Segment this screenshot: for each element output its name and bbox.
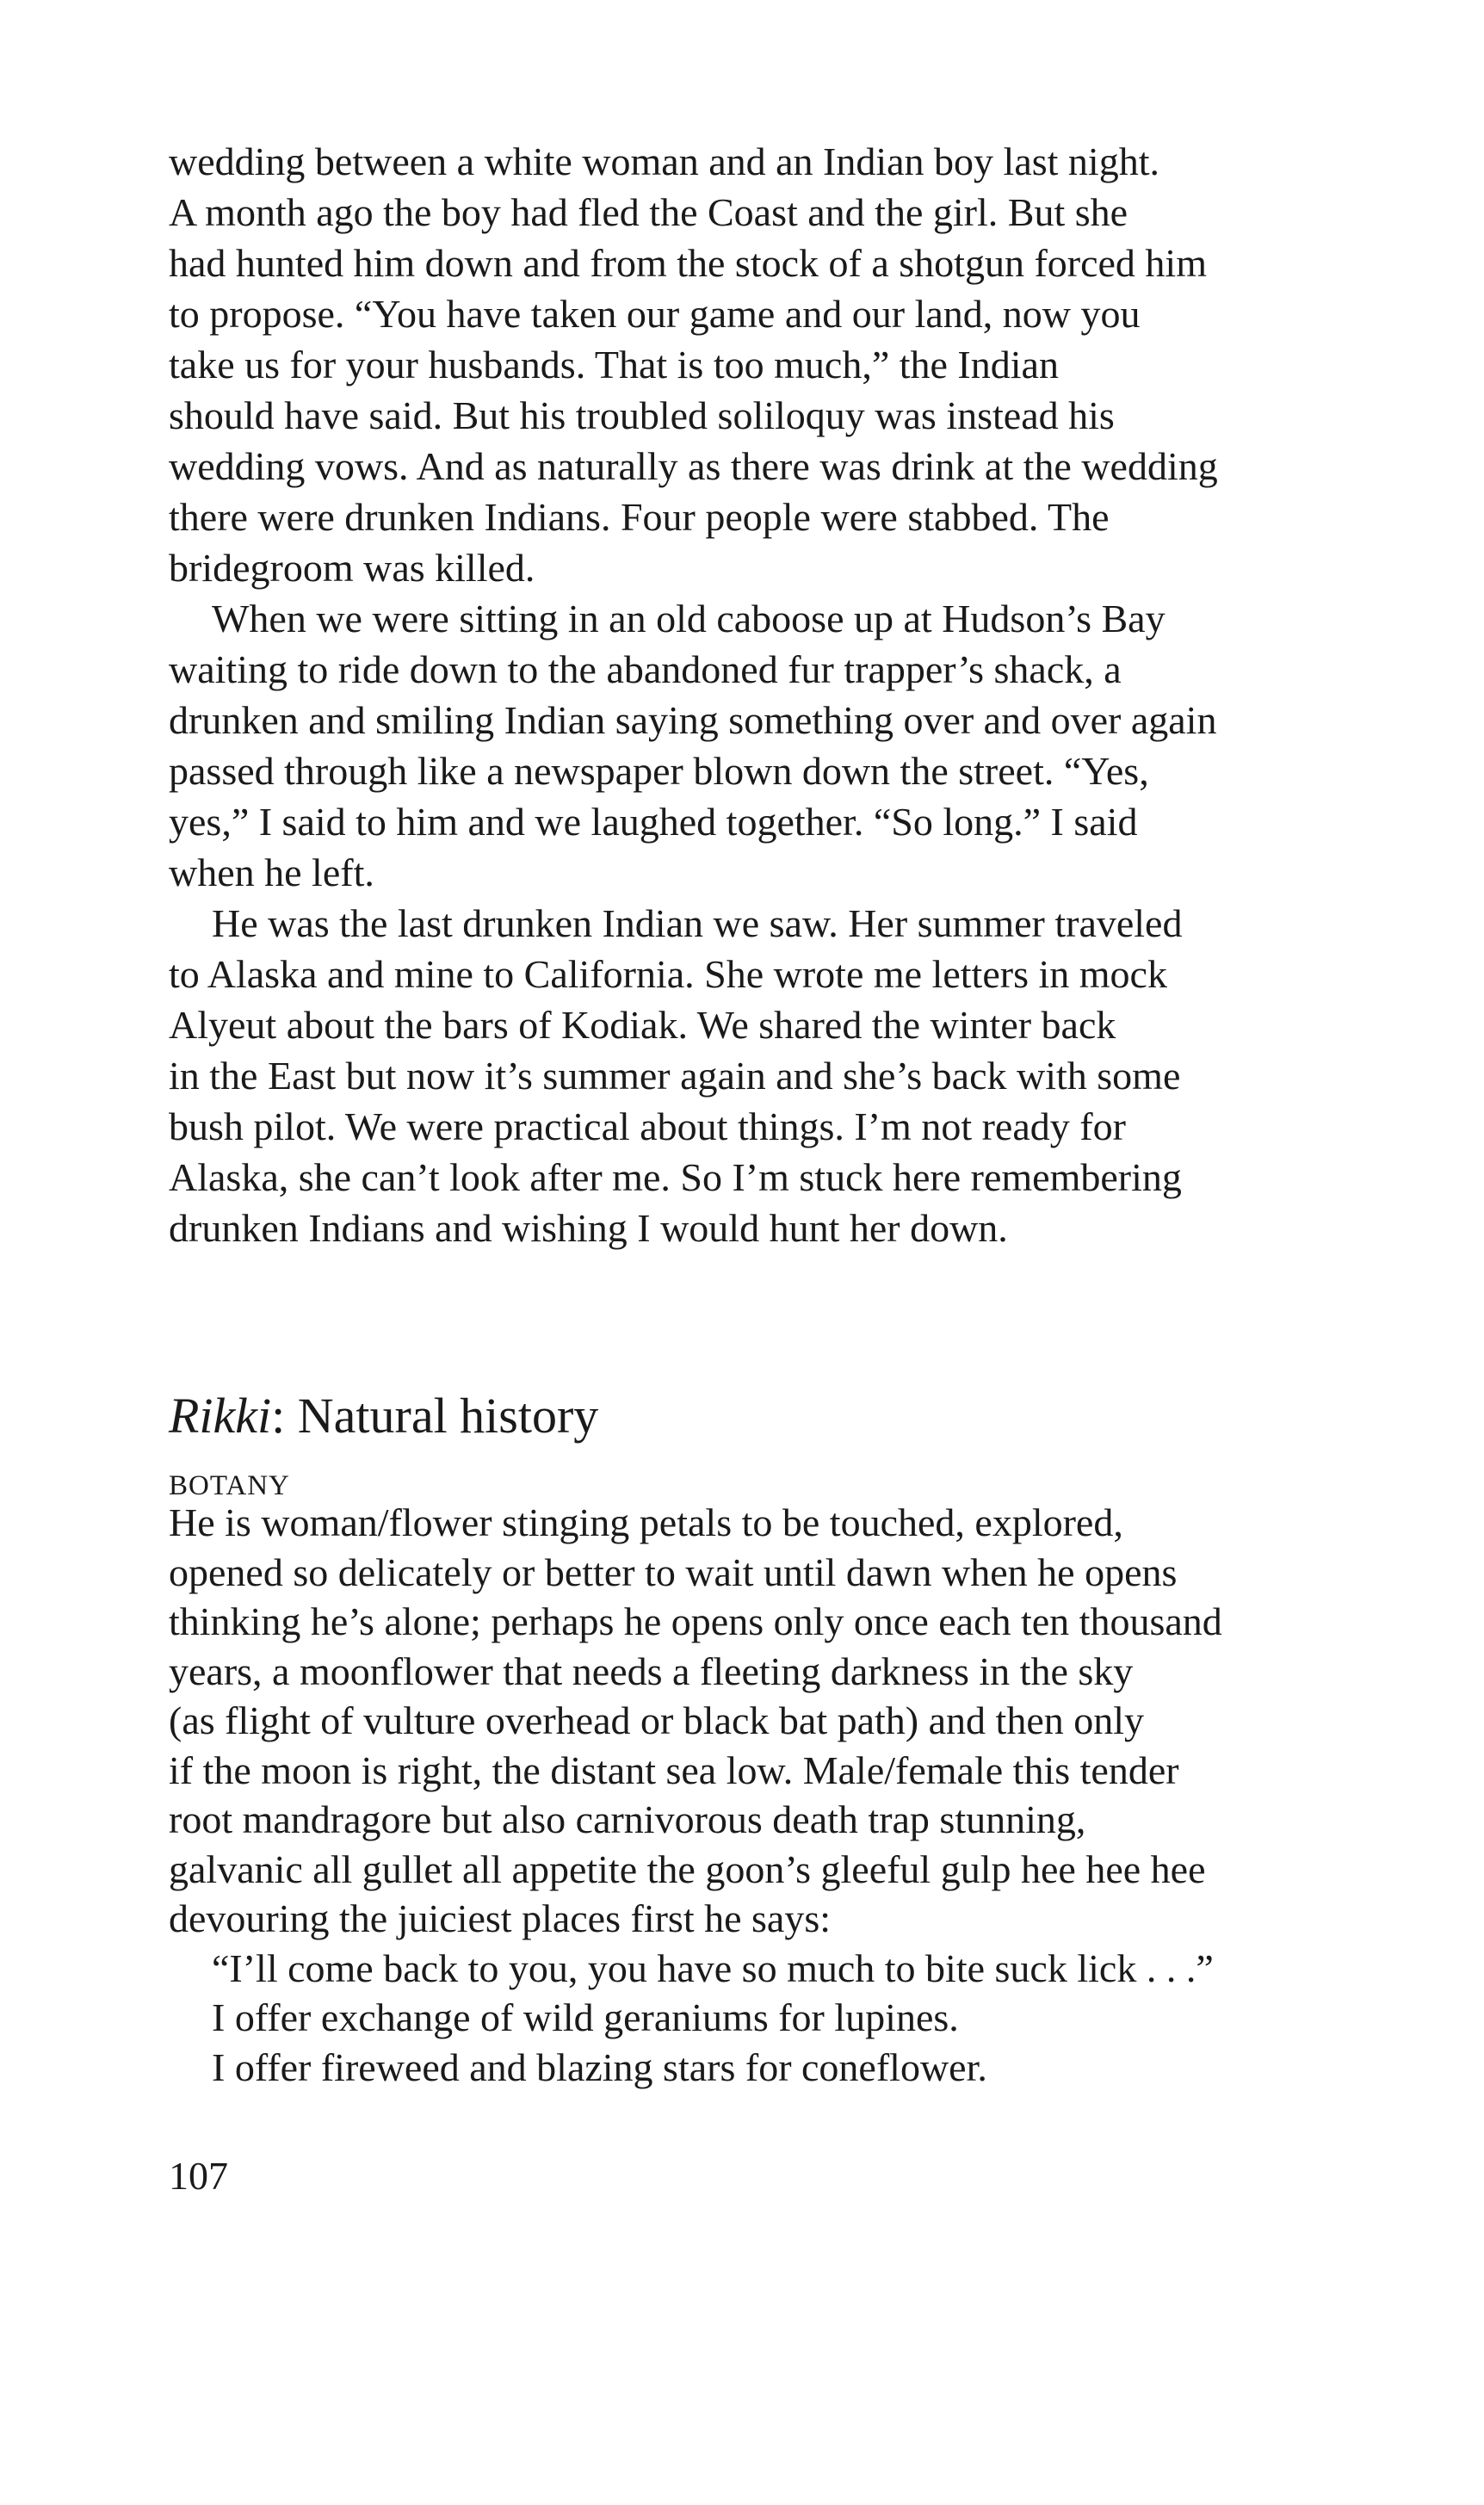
text-line: “I’ll come back to you, you have so much to bite suck lick . . .” [212, 1945, 1214, 1990]
text-line: I offer fireweed and blazing stars for coneflower. [212, 2044, 987, 2089]
text-line: wedding between a white woman and an Indian boy last night. [169, 139, 1159, 183]
text-line: yes,” I said to him and we laughed together. “So long.” I said [169, 800, 1138, 844]
text-line: to Alaska and mine to California. She wrote me letters in mock [169, 952, 1167, 996]
text-line: He is woman/flower stinging petals to be touched, explored, [169, 1500, 1123, 1544]
text-line: when he left. [169, 850, 374, 894]
text-line: bush pilot. We were practical about things. I’m not ready for [169, 1104, 1126, 1148]
text-line: if the moon is right, the distant sea low. Male/female this tender [169, 1747, 1179, 1792]
text-line: devouring the juiciest places first he says: [169, 1896, 832, 1940]
text-line: bridegroom was killed. [169, 546, 535, 590]
text-line: Alaska, she can’t look after me. So I’m stuck here remembering [169, 1155, 1182, 1199]
section-subheading: BOTANY [169, 1470, 290, 1501]
section-title-rest: : Natural history [271, 1388, 599, 1444]
text-line: I offer exchange of wild geraniums for lupines. [212, 1995, 959, 2039]
text-line: Alyeut about the bars of Kodiak. We shared the winter back [169, 1003, 1116, 1047]
text-line: to propose. “You have taken our game and our land, now you [169, 292, 1141, 336]
text-line: years, a moonflower that needs a fleeting darkness in the sky [169, 1648, 1134, 1693]
text-line: opened so delicately or better to wait until dawn when he opens [169, 1549, 1178, 1594]
text-line: take us for your husbands. That is too much,” the Indian [169, 343, 1059, 387]
text-line: galvanic all gullet all appetite the goon’s gleeful gulp hee hee hee [169, 1846, 1206, 1891]
text-line: passed through like a newspaper blown down the street. “Yes, [169, 749, 1149, 793]
text-line: root mandragore but also carnivorous death trap stunning, [169, 1797, 1086, 1841]
section-title [169, 1382, 598, 1450]
section-text [169, 1498, 1357, 2092]
text-line: had hunted him down and from the stock of a shotgun forced him [169, 241, 1207, 285]
text-line: (as flight of vulture overhead or black bat path) and then only [169, 1698, 1145, 1742]
text-line: A month ago the boy had fled the Coast and the girl. But she [169, 190, 1128, 234]
text-line: drunken and smiling Indian saying something over and over again [169, 698, 1217, 742]
text-line: in the East but now it’s summer again and she’s back with some [169, 1054, 1181, 1098]
section-title-italic: Rikki [169, 1388, 272, 1444]
page-number: 107 [169, 2154, 228, 2198]
text-line: He was the last drunken Indian we saw. Her summer traveled [212, 901, 1183, 945]
text-line: waiting to ride down to the abandoned fur trapper’s shack, a [169, 647, 1122, 691]
text-line: drunken Indians and wishing I would hunt her down. [169, 1206, 1008, 1250]
text-line: When we were sitting in an old caboose up at Hudson’s Bay [212, 597, 1166, 640]
text-line: wedding vows. And as naturally as there was drink at the wedding [169, 444, 1218, 488]
text-line: should have said. But his troubled soliloquy was instead his [169, 393, 1115, 437]
text-line: thinking he’s alone; perhaps he opens only once each ten thousand [169, 1599, 1222, 1643]
story-continued-text [169, 136, 1357, 1253]
text-line: there were drunken Indians. Four people were stabbed. The [169, 495, 1110, 539]
